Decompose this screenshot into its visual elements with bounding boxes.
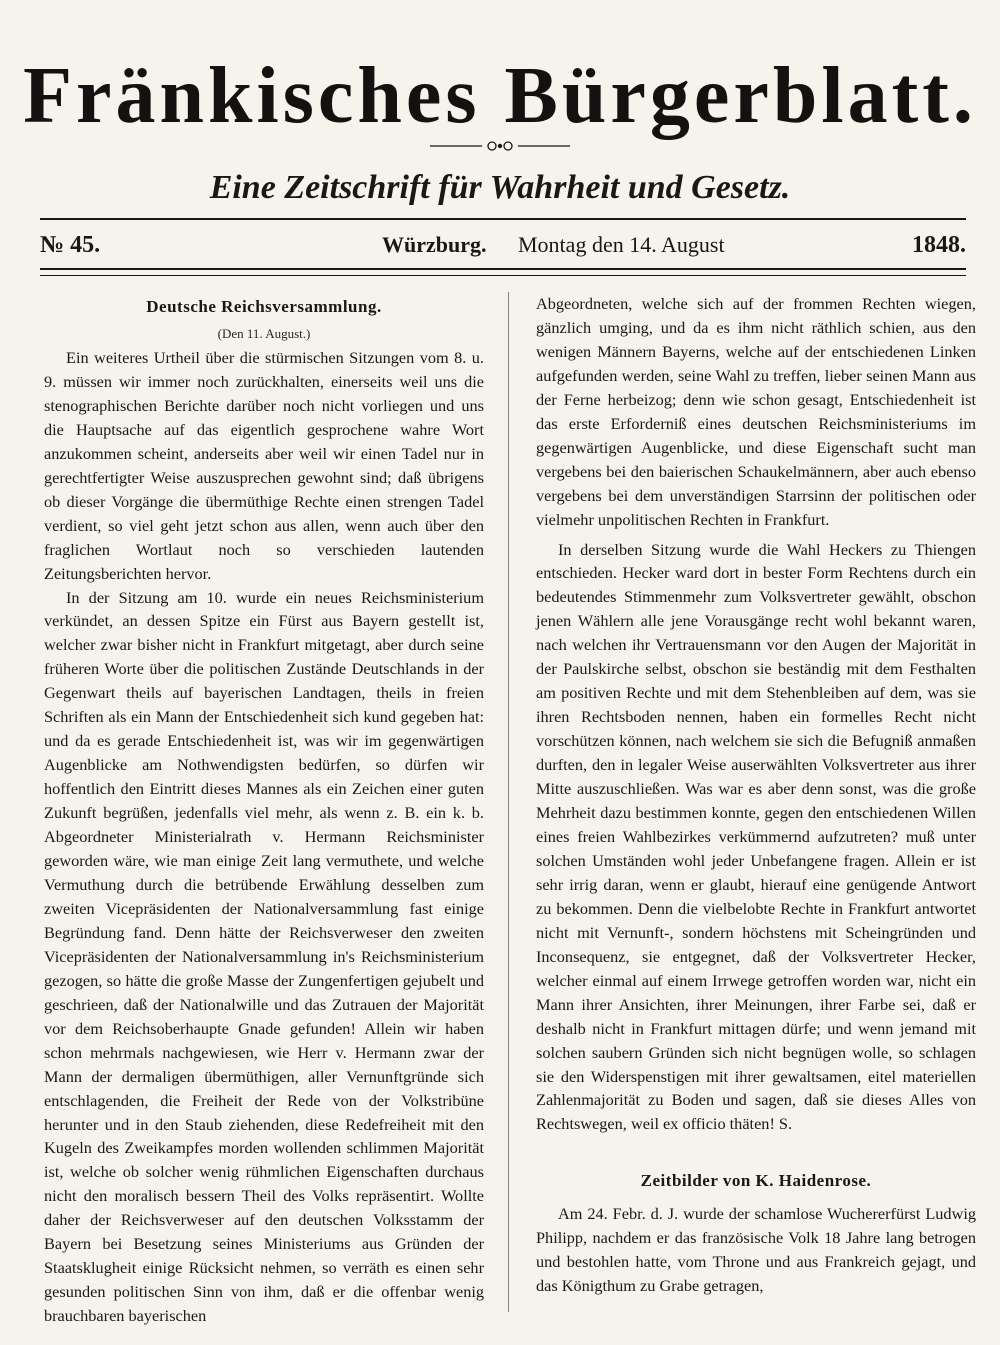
article-heading: Zeitbilder von K. Haidenrose.: [640, 1171, 872, 1191]
column-left: [44, 292, 484, 1328]
issue-number: № 45.: [40, 232, 101, 258]
article-paragraph: Abgeordneten, welche sich auf der frommen Rechten wiegen, gänzlich umging, und da es ihm nicht räthlich schien, aus den wenigen Männern Bayerns, welche auf der entschiedenen Linken aufgefunden werden, seine Wahl zu treffen, lieber seinen Mann aus der Ferne herbeizog; denn wie schon gesagt, Entschiedenheit ist das erste Erforderniß eines deutschen Reichsministeriums im gegenwärtigen Augenblicke, und diese Eigenschaft sucht man vergebens bei den baierischen Schaukelmännern, aber auch ebenso vergebens bei dem unverständigen Starrsinn der politischen oder vielmehr unpolitischen Rechten in Frankfurt.: [536, 294, 976, 529]
article-paragraph: In der Sitzung am 10. wurde ein neues Reichsministerium verkündet, an dessen Spitze ein Fürst aus Bayern gestellt ist, welcher zwar bisher nicht in Frankfurt mitgetagt, aber durch seine früheren Worte über die politischen Zustände Deutschlands in der Gegenwart theils auf bayerischen Landtagen, theils in freien Schriften als ein Mann der Entschiedenheit sich kund gegeben hat: und da es gerade Entschiedenheit ist, was wir im gegenwärtigen Augenblicke am Nothwendigsten bedürfen, so dürfen wir hoffentlich den Eintritt dieses Mannes als ein Zeichen einer guten Zukunft begrüßen, jedenfalls viel mehr, als wenn z. B. ein k. b. Abgeordneter Ministerialrath v. Hermann Reichsminister geworden wäre, wie man einige Zeit lang vermuthete, und welche Vermuthung durch die betrübende Erwählung desselben zum zweiten Vicepräsidenten der Nationalversammlung fast einige Begründung fand. Denn hätte der Reichsverweser den zweiten Vicepräsidenten der Nationalversammlung in's Reichsministerium gezogen, so hätte die große Masse der Zungenfertigen gejubelt und geschrieen, daß der Nationalwille und das Zutrauen der Majorität vor dem Reichsoberhaupte Gnade gefunden! Allein wir haben schon mehrmals nachgewiesen, wie Herr v. Hermann zwar der Mann der dermaligen übermüthigen, aller Vernunftgründe sich entschlagenden, die Freiheit der Rede von der Volkstribüne herunter und in den Staub ziehenden, diese Redefreiheit mit den Kugeln des Zweikampfes morden wollenden schlimmen Majorität ist, welche ob solcher wenig rühmlichen Eigenschaften durchaus nicht den moralisch bessern Theil des Volks repräsentirt. Wollte daher der Reichsverweser auf den deutschen Volksstamm der Bayern bei Besetzung seines Ministeriums aus Gründen der Staatsklugheit einige Rücksicht nehmen, so verräth es einen sehr gesunden politischen Sinn von ihm, daß er die offenbar wenig brauchbaren bayerischen: [44, 587, 484, 1326]
article-dateline: (Den 11. August.): [217, 326, 311, 341]
header-rule: [40, 218, 966, 220]
article-paragraph: Am 24. Febr. d. J. wurde der schamlose Wuchererfürst Ludwig Philipp, nachdem er das französische Volk 18 Jahre lang betrogen und bestohlen hatte, vom Throne und aus Frankreich gejagt, und das Königthum zu Grabe getragen,: [536, 1204, 976, 1296]
masthead-title: Fränkisches Bürgerblatt.: [23, 52, 977, 140]
dateline: [40, 228, 966, 264]
article-paragraph: Ein weiteres Urtheil über die stürmischen Sitzungen vom 8. u. 9. müssen wir immer noch zurückhalten, einerseits weil uns die stenographischen Berichte darüber noch nicht vorliegen und uns die Hauptsache auf das eigentlich gesprochene wahre Wort anzukommen scheint, anderseits aber weil wir einen Tadel nur in gerechtfertigter Weise auszusprechen gewohnt sind; daß übrigens ob dieser Vorgänge die übermüthige Rechte einen strengen Tadel verdient, so viel geht jetzt schon aus allen, wenn auch über den fraglichen Wortlaut noch so verschieden lautenden Zeitungsberichten hervor.: [44, 348, 484, 583]
dateline-rule: [40, 268, 966, 276]
masthead-subtitle: Eine Zeitschrift für Wahrheit und Gesetz.: [209, 169, 791, 206]
issue-year: 1848.: [912, 232, 966, 258]
place-name: Würzburg.: [382, 232, 487, 257]
column-right: [536, 292, 976, 1298]
issue-date: Montag den 14. August: [518, 232, 725, 257]
column-divider: [508, 292, 509, 1312]
article-heading: Deutsche Reichsversammlung.: [146, 297, 382, 316]
ornament-divider: [430, 136, 570, 156]
article-paragraph: In derselben Sitzung wurde die Wahl Heckers zu Thiengen entschieden. Hecker ward dort in bester Form Rechtens durch ein bedeutendes Stimmenmehr zum Volksvertreter gewählt, obschon jenen Wählern alle jene Vorausgänge recht wohl bekannt waren, nach welchen ihr Vertrauensmann vor den Augen der Majorität in der Paulskirche selbst, obschon sie beständig mit dem Festhalten am positiven Rechte und mit dem Stehenbleiben auf dem, was sie ihren Rechtsboden nennen, haben ein formelles Recht nicht vorschützen können, nach welchem sie sich die Befugniß anmaßen durften, den in legaler Weise auserwählten Volksvertreter aus ihrer Mitte auszuschließen. Was war es aber denn sonst, was die große Mehrheit dazu bestimmen konnte, gegen den entschiedenen Willen eines freien Wahlbezirkes verkümmernd aufzutreten? muß unter solchen Umständen wohl jeder Unbefangene fragen. Allein er ist sehr irrig daran, wenn er glaubt, hierauf eine genügende Antwort zu bekommen. Denn die vielbelobte Rechte in Frankfurt antwortet nicht mit Vernunft-, sondern höchstens mit Scheingründen und Inconsequenz, sie entgegnet, daß der Volksvertreter Hecker, welcher einmal auf einem Irrwege getroffen worden war, nicht ein Mann ihrer Ansichten, ihrer Meinungen, ihrer Farbe sei, daß er deshalb nicht in Frankfurt mittagen dürfe; und wenn jemand mit solchen saubern Gründen sich nicht begnügen wolle, so schlagen sie den Widerspenstigen mit ihrer gewaltsamen, eitel materiellen Zahlenmajorität zu Boden und sagen, daß sie dieses Alles von Rechtswegen, weil ex officio thäten! S.: [536, 539, 976, 1134]
